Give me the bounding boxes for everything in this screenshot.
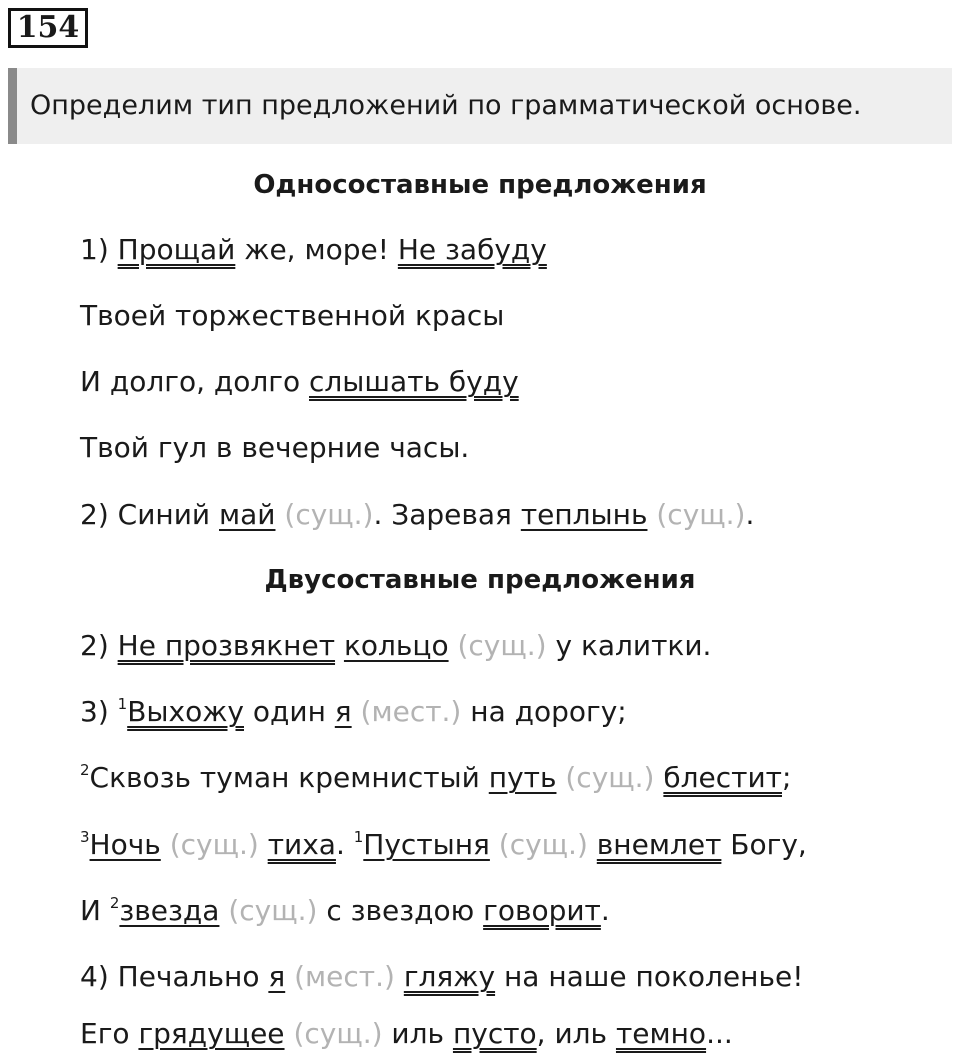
clause-number: 2 xyxy=(109,894,120,912)
intro-note: Определим тип предложений по грамматической основе. xyxy=(8,68,952,144)
text-segment: иль xyxy=(382,1017,453,1050)
part-of-speech-note: (сущ.) xyxy=(656,498,746,531)
predicate: гляжу xyxy=(403,960,496,993)
part-of-speech-note: (сущ.) xyxy=(293,1017,383,1050)
text-segment: . xyxy=(600,894,610,927)
text-segment: Твой гул в вечерние часы. xyxy=(80,431,470,464)
subject: Ночь xyxy=(89,828,161,861)
text-line xyxy=(80,232,547,268)
text-segment: ; xyxy=(781,761,792,794)
text-segment xyxy=(588,828,597,861)
subject: Пустыня xyxy=(363,828,490,861)
heading-one-part-sentences: Односоставные предложения xyxy=(253,170,707,200)
task-number-box: 154 xyxy=(8,8,88,48)
text-line xyxy=(80,1016,733,1052)
predicate: говорит xyxy=(483,894,601,927)
clause-number: 2 xyxy=(80,761,90,779)
text-segment: , иль xyxy=(536,1017,616,1050)
clause-number: 3 xyxy=(80,828,90,846)
text-segment: на наше поколенье! xyxy=(495,960,804,993)
subject: звезда xyxy=(119,894,220,927)
text-segment xyxy=(219,894,228,927)
text-line xyxy=(80,694,627,730)
predicate: Не забуду xyxy=(397,233,547,266)
predicate: внемлет xyxy=(596,828,722,861)
text-line xyxy=(80,760,791,796)
part-of-speech-note: (сущ.) xyxy=(565,761,655,794)
text-line xyxy=(80,497,754,533)
text-segment: И xyxy=(80,894,110,927)
text-segment: 4) Печально xyxy=(80,960,269,993)
predicate: Выхожу xyxy=(127,695,244,728)
text-segment: 1) xyxy=(80,233,118,266)
text-segment: ... xyxy=(706,1017,733,1050)
text-segment: же, море! xyxy=(235,233,398,266)
part-of-speech-note: (сущ.) xyxy=(284,498,374,531)
text-segment: 2) xyxy=(80,629,118,662)
subject: путь xyxy=(488,761,557,794)
subject: я xyxy=(334,695,352,728)
text-segment: на дорогу; xyxy=(461,695,627,728)
subject: грядущее xyxy=(138,1017,285,1050)
text-segment: Богу, xyxy=(721,828,807,861)
text-line xyxy=(80,364,519,400)
text-line xyxy=(80,827,807,863)
predicate: Прощай xyxy=(117,233,236,266)
text-segment xyxy=(352,695,361,728)
text-line xyxy=(80,628,711,664)
text-segment: 2) Синий xyxy=(80,498,219,531)
text-line xyxy=(80,298,504,334)
text-line xyxy=(80,430,469,466)
part-of-speech-note: (сущ.) xyxy=(169,828,259,861)
text-segment: Твоей торжественной красы xyxy=(80,299,505,332)
clause-number: 1 xyxy=(117,695,128,713)
subject: май xyxy=(219,498,276,531)
predicate: блестит xyxy=(663,761,782,794)
part-of-speech-note: (мест.) xyxy=(294,960,395,993)
text-segment: Его xyxy=(80,1017,139,1050)
predicate: тиха xyxy=(267,828,336,861)
heading-two-part-sentences: Двусоставные предложения xyxy=(264,565,696,595)
text-segment: И долго, долго xyxy=(80,365,310,398)
text-segment: . xyxy=(745,498,755,531)
text-segment: Сквозь туман кремнистый xyxy=(89,761,489,794)
text-segment: один xyxy=(244,695,335,728)
text-segment: . xyxy=(335,828,354,861)
text-segment xyxy=(285,960,294,993)
predicate: слышать буду xyxy=(309,365,519,398)
part-of-speech-note: (сущ.) xyxy=(457,629,547,662)
predicate: пусто xyxy=(452,1017,537,1050)
predicate: темно xyxy=(615,1017,707,1050)
part-of-speech-note: (сущ.) xyxy=(498,828,588,861)
text-segment xyxy=(161,828,170,861)
text-line xyxy=(80,893,610,929)
text-segment xyxy=(335,629,344,662)
text-segment: с звездою xyxy=(317,894,484,927)
subject: кольцо xyxy=(343,629,449,662)
text-segment: у калитки. xyxy=(546,629,712,662)
clause-number: 1 xyxy=(353,828,364,846)
part-of-speech-note: (мест.) xyxy=(360,695,462,728)
part-of-speech-note: (сущ.) xyxy=(228,894,318,927)
subject: я xyxy=(268,960,286,993)
predicate: Не прозвякнет xyxy=(117,629,336,662)
text-line xyxy=(80,959,803,995)
subject: теплынь xyxy=(520,498,648,531)
text-segment xyxy=(490,828,499,861)
text-segment xyxy=(395,960,404,993)
text-segment xyxy=(259,828,268,861)
text-segment: 3) xyxy=(80,695,118,728)
text-segment: . Заревая xyxy=(373,498,521,531)
